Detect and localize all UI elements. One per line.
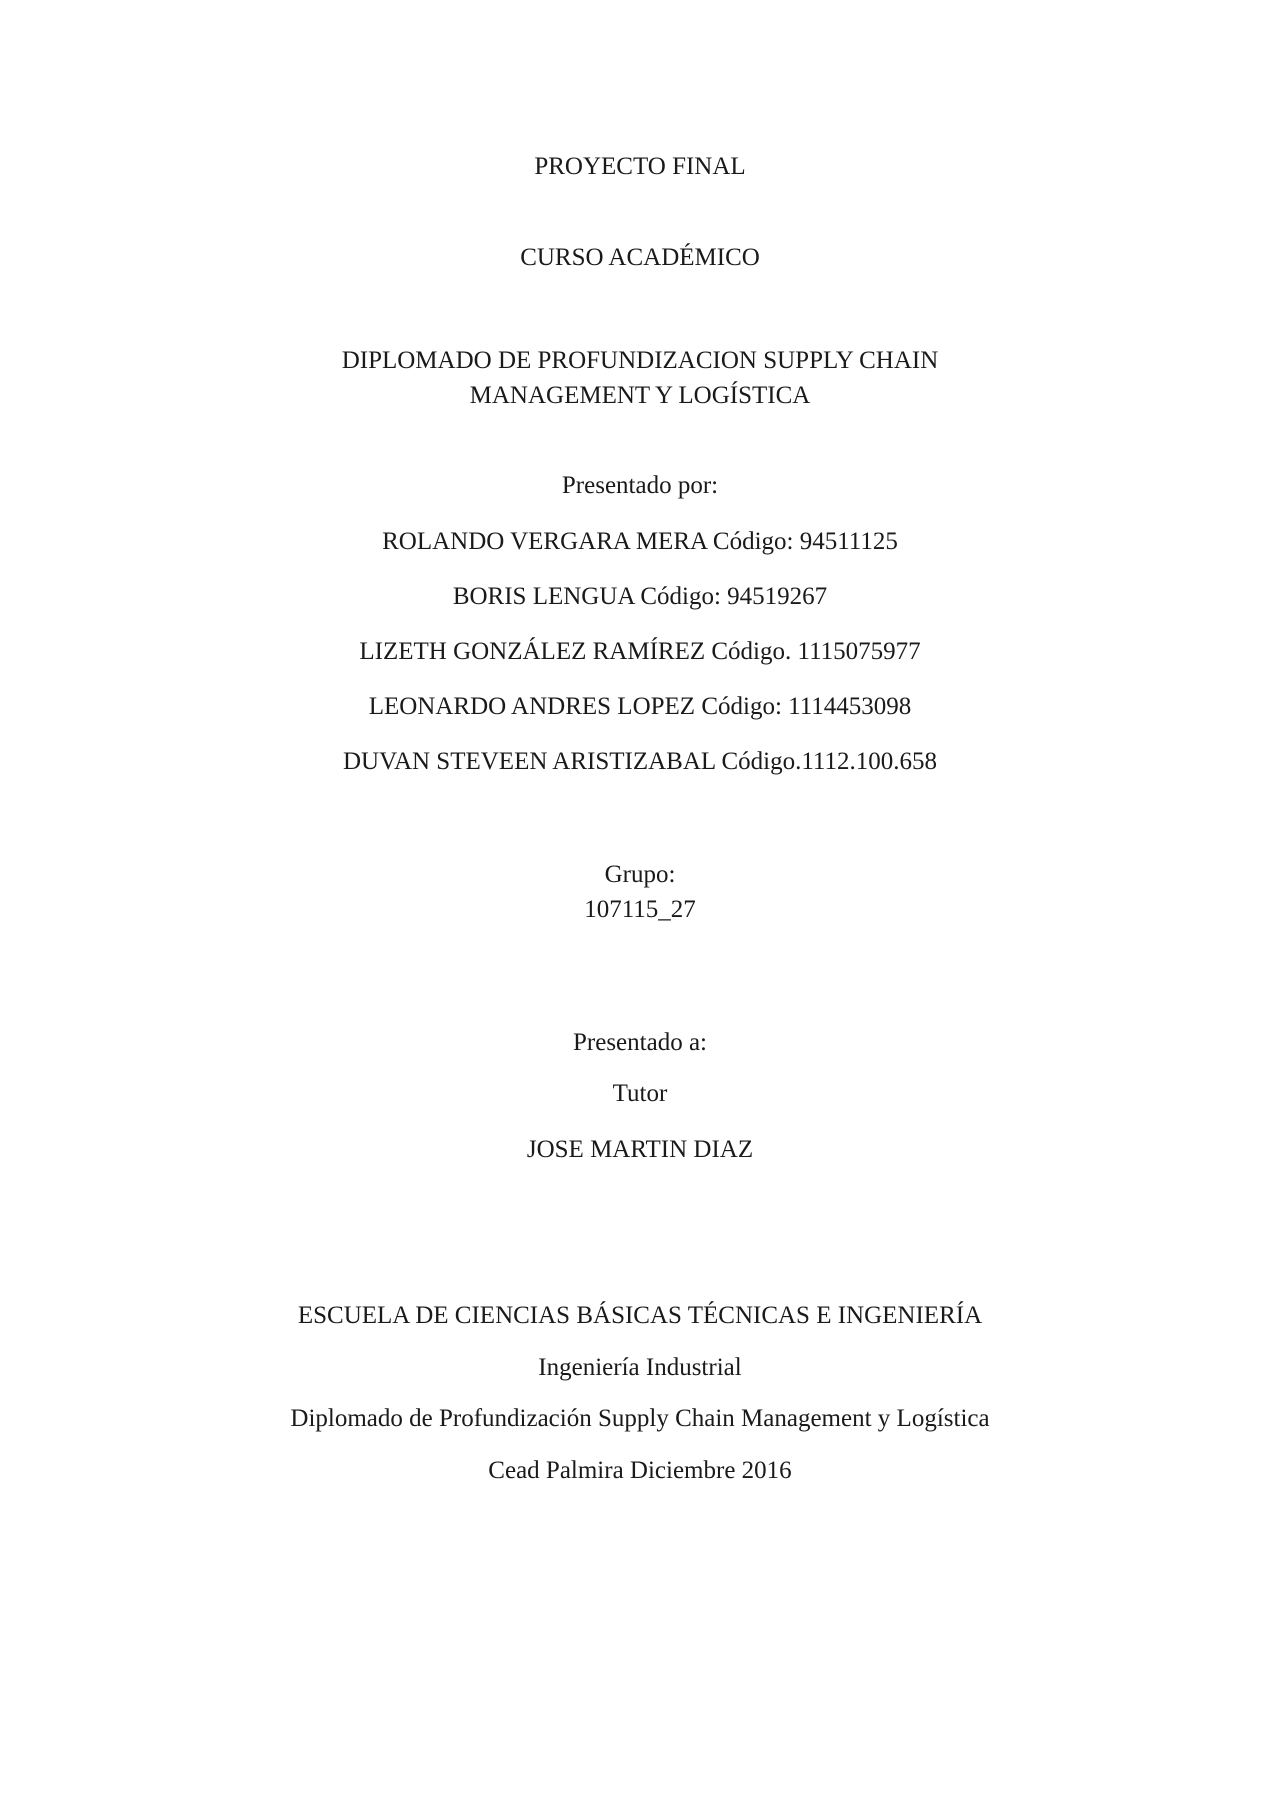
author-4: LEONARDO ANDRES LOPEZ Código: 1114453098 [368,693,912,720]
course-type: CURSO ACADÉMICO [520,244,760,271]
place-date: Cead Palmira Diciembre 2016 [488,1457,792,1484]
group-value: 107115_27 [584,896,696,923]
author-2: BORIS LENGUA Código: 94519267 [452,583,828,610]
program-name: Ingeniería Industrial [538,1354,742,1381]
course-name-line1: DIPLOMADO DE PROFUNDIZACION SUPPLY CHAIN [341,347,939,374]
diploma-name: Diplomado de Profundización Supply Chain Management y Logística [290,1405,990,1432]
author-5: DUVAN STEVEEN ARISTIZABAL Código.1112.100.658 [343,748,937,775]
group-label: Grupo: [604,861,676,888]
presented-to-label: Presentado a: [573,1029,707,1056]
author-3: LIZETH GONZÁLEZ RAMÍREZ Código. 1115075977 [359,638,921,665]
document-title: PROYECTO FINAL [534,153,746,180]
course-name-line2: MANAGEMENT Y LOGÍSTICA [469,382,811,409]
presented-by-label: Presentado por: [561,472,719,499]
tutor-label: Tutor [612,1080,668,1107]
school-name: ESCUELA DE CIENCIAS BÁSICAS TÉCNICAS E INGENIERÍA [297,1302,983,1329]
tutor-name: JOSE MARTIN DIAZ [526,1136,754,1163]
author-1: ROLANDO VERGARA MERA Código: 94511125 [382,528,898,555]
